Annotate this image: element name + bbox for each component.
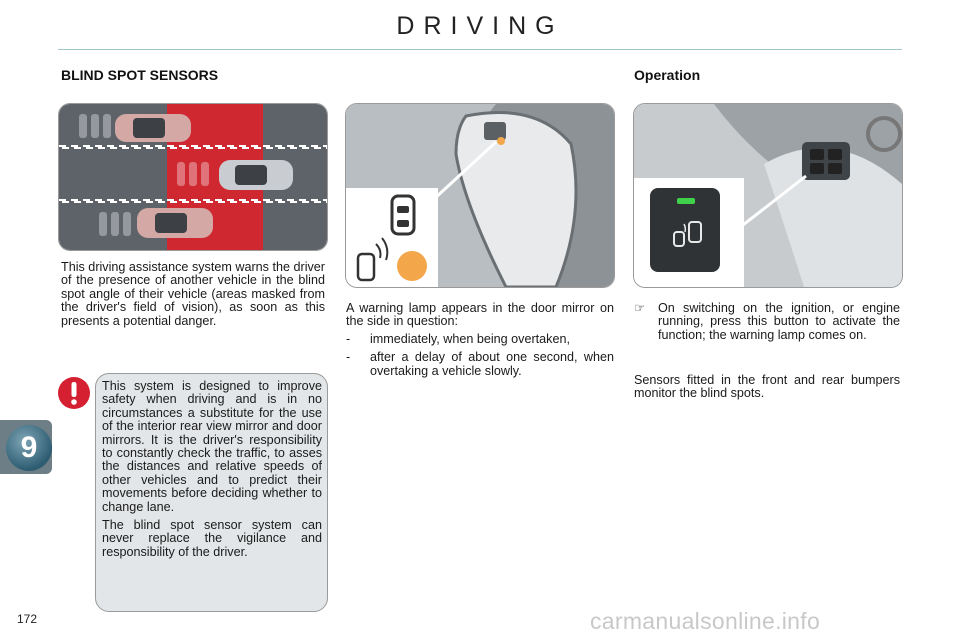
overtake-list <box>346 333 614 383</box>
header-divider <box>58 49 902 50</box>
green-indicator-icon <box>677 198 695 204</box>
pointing-hand-icon: ☞ <box>634 301 646 315</box>
list-item <box>346 333 614 346</box>
orange-lamp-icon <box>397 251 427 281</box>
list-item-text: immediately, when being overtaken, <box>370 332 570 346</box>
section-heading-blind-spot: BLIND SPOT SENSORS <box>61 67 219 83</box>
sensors-paragraph: Sensors fitted in the front and rear bumpers monitor the blind spots. <box>634 373 900 401</box>
page-title: DRIVING <box>396 12 564 40</box>
dashboard-illustration <box>634 104 902 287</box>
warning-paragraph-1: This system is designed to improve safety when driving and is in no circumstances a substitute for the use of the interior rear view mirror and door mirrors. It is the driver's responsibility to constantly check the traffic, to asses the distances and relative speeds of other vehicles and to predict their movements before deciding whether to change lane. <box>102 379 322 514</box>
warning-exclamation-icon <box>57 376 91 410</box>
list-dash: - <box>346 332 351 346</box>
mirror-lamp-paragraph: A warning lamp appears in the door mirror on the side in question: <box>346 301 614 329</box>
list-dash: - <box>346 350 351 365</box>
operation-instruction-text: On switching on the ignition, or engine running, press this button to activate the function; the warning lamp comes on. <box>658 301 900 342</box>
chapter-number-badge: 9 <box>6 425 52 471</box>
list-item <box>346 351 614 378</box>
blind-spot-diagram-image <box>58 103 328 251</box>
page-number: 172 <box>17 612 38 626</box>
door-mirror-illustration <box>346 104 614 287</box>
door-mirror-image <box>345 103 615 288</box>
watermark-text: carmanualsonline.info <box>590 608 821 634</box>
section-heading-operation: Operation <box>634 67 701 83</box>
road-illustration <box>59 104 327 250</box>
warning-text <box>102 380 322 564</box>
car-middle-icon <box>219 160 293 190</box>
list-item-text: after a delay of about one second, when overtaking a vehicle slowly. <box>370 350 614 378</box>
dashboard-button-image <box>633 103 903 288</box>
operation-instruction <box>634 302 900 342</box>
warning-paragraph-2: The blind spot sensor system can never replace the vigilance and responsibility of the driver. <box>102 518 322 559</box>
intro-paragraph: This driving assistance system warns the driver of the presence of another vehicle in the blind spot angle of their vehicle (areas masked from the driver's field of vision), as soon as this presents a potential danger. <box>61 260 325 328</box>
car-top-icon <box>115 114 191 142</box>
car-bottom-icon <box>137 208 213 238</box>
